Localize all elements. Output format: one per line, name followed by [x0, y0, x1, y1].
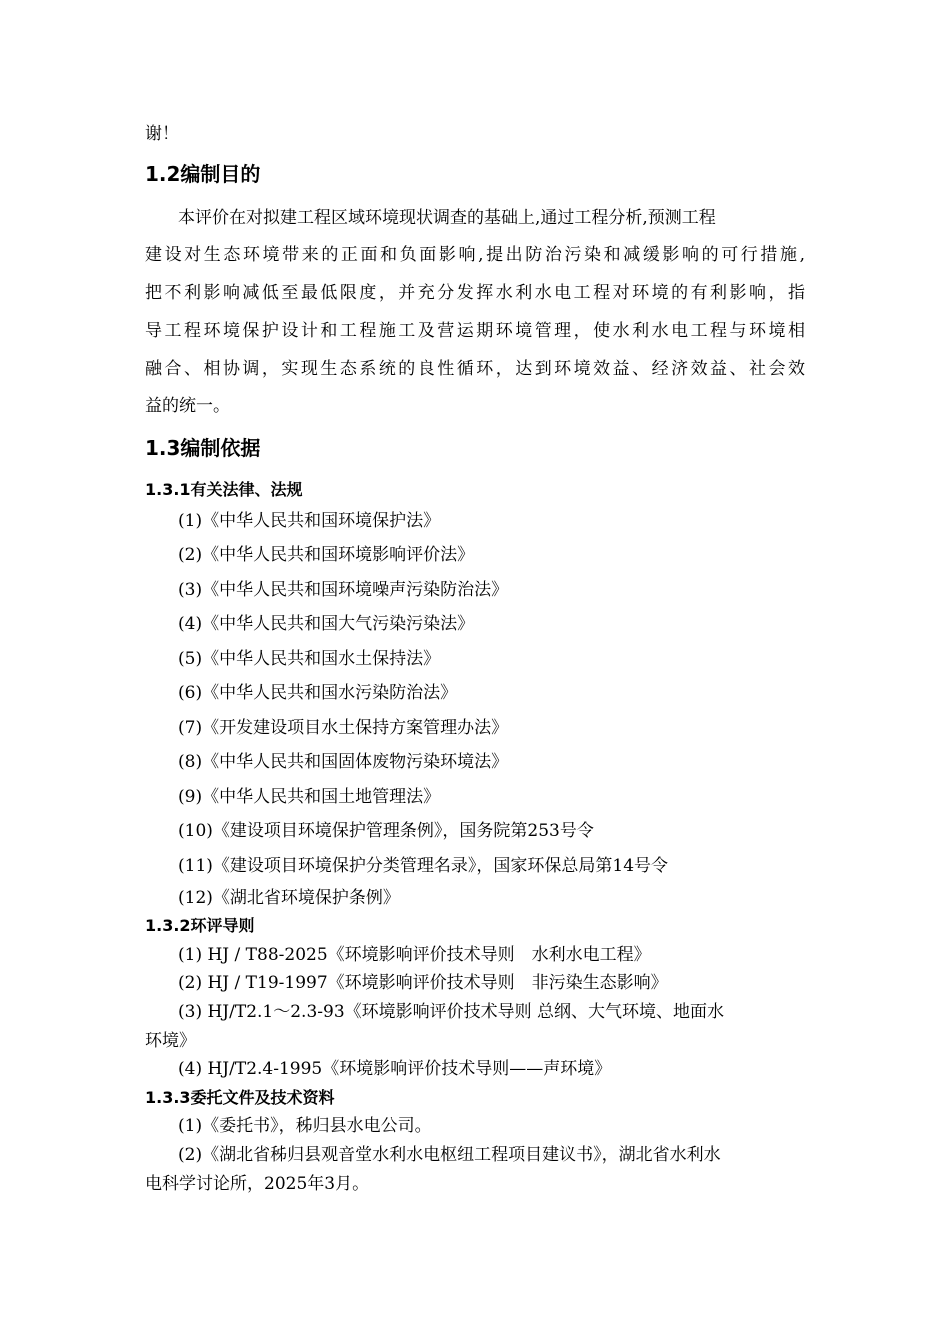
purpose-paragraph-line-6: 益的统一。 [145, 396, 230, 416]
commission-item-1: (1)《委托书》，秭归县水电公司。 [178, 1116, 432, 1136]
purpose-paragraph-line-4: 导工程环境保护设计和工程施工及营运期环境管理，使水利水电工程与环境相 [145, 321, 805, 341]
purpose-paragraph-line-1: 本评价在对拟建工程区域环境现状调查的基础上,通过工程分析,预测工程 [178, 208, 716, 228]
guideline-item-2: (2) HJ / T19-1997《环境影响评价技术导则 非污染生态影响》 [178, 973, 668, 993]
guideline-item-1: (1) HJ / T88-2025《环境影响评价技术导则 水利水电工程》 [178, 945, 651, 965]
section-1-3-heading: 1.3编制依据 [145, 436, 261, 460]
law-item-3: (3)《中华人民共和国环境噪声污染防治法》 [178, 580, 509, 600]
law-item-4: (4)《中华人民共和国大气污染污染法》 [178, 614, 475, 634]
guideline-item-3-line-1: (3) HJ/T2.1～2.3-93《环境影响评价技术导则 总纲、大气环境、地面水 [178, 1002, 725, 1022]
law-item-10: (10)《建设项目环境保护管理条例》，国务院第253号令 [178, 821, 594, 841]
commission-item-2-line-2: 电科学讨论所，2025年3月。 [145, 1174, 370, 1194]
law-item-8: (8)《中华人民共和国固体废物污染环境法》 [178, 752, 509, 772]
law-item-5: (5)《中华人民共和国水土保持法》 [178, 649, 441, 669]
intro-tail-text: 谢！ [145, 124, 179, 144]
law-item-9: (9)《中华人民共和国土地管理法》 [178, 787, 441, 807]
purpose-paragraph-line-5: 融合、相协调，实现生态系统的良性循环，达到环境效益、经济效益、社会效 [145, 359, 805, 379]
law-item-2: (2)《中华人民共和国环境影响评价法》 [178, 545, 475, 565]
subsection-1-3-1-heading: 1.3.1有关法律、法规 [145, 480, 303, 499]
guideline-item-4: (4) HJ/T2.4-1995《环境影响评价技术导则——声环境》 [178, 1059, 612, 1079]
guideline-item-3-line-2: 环境》 [145, 1031, 196, 1051]
section-1-2-heading: 1.2编制目的 [145, 162, 261, 186]
law-item-12: (12)《湖北省环境保护条例》 [178, 888, 400, 908]
law-item-7: (7)《开发建设项目水土保持方案管理办法》 [178, 718, 509, 738]
subsection-1-3-3-heading: 1.3.3委托文件及技术资料 [145, 1088, 335, 1107]
law-item-11: (11)《建设项目环境保护分类管理名录》，国家环保总局第14号令 [178, 856, 669, 876]
commission-item-2-line-1: (2)《湖北省秭归县观音堂水利水电枢纽工程项目建议书》，湖北省水利水 [178, 1145, 721, 1165]
subsection-1-3-2-heading: 1.3.2环评导则 [145, 916, 255, 935]
law-item-6: (6)《中华人民共和国水污染防治法》 [178, 683, 458, 703]
law-item-1: (1)《中华人民共和国环境保护法》 [178, 511, 441, 531]
purpose-paragraph-line-3: 把不利影响减低至最低限度，并充分发挥水利水电工程对环境的有利影响，指 [145, 283, 805, 303]
purpose-paragraph-line-2: 建设对生态环境带来的正面和负面影响,提出防治污染和减缓影响的可行措施, [145, 245, 805, 265]
